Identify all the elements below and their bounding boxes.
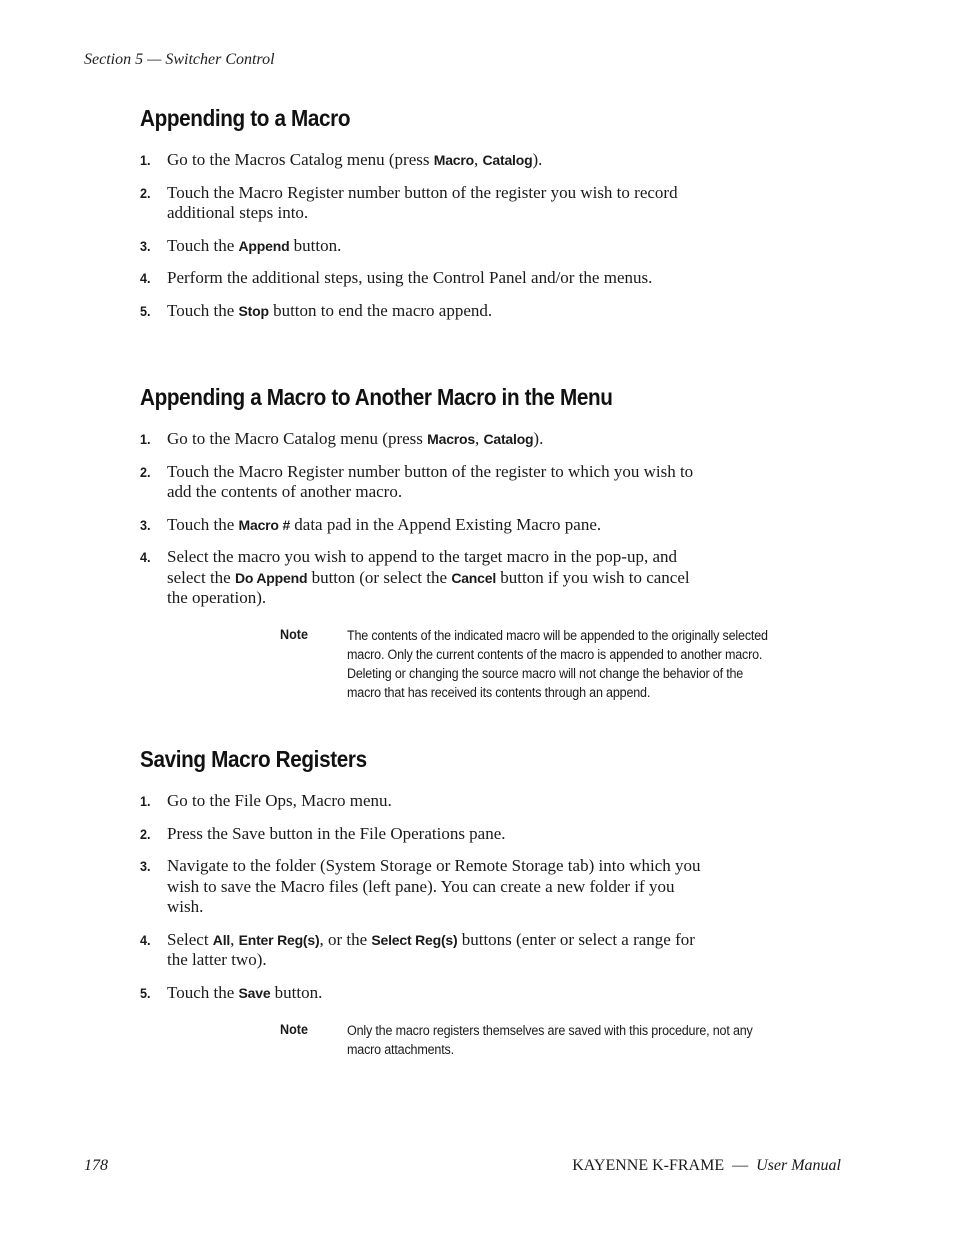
step-text: Touch the Macro Register number button of the register you wish to record additional steps into. (167, 182, 678, 222)
step-item (0, 429, 702, 450)
step-number: 2. (140, 825, 151, 842)
section-appending-to-macro (140, 105, 840, 333)
step-text: Go to the File Ops, Macro menu. (167, 791, 392, 810)
step-item (0, 856, 702, 918)
step-item (0, 515, 702, 536)
step-number: 4. (140, 931, 151, 948)
ui-button-reference: Macro (433, 152, 474, 168)
step-text: Select (167, 929, 213, 949)
note-save (280, 1021, 840, 1059)
step-item (0, 983, 702, 1004)
page-number: 178 (84, 1157, 108, 1174)
step-number: 1. (140, 152, 151, 168)
section-heading: Appending a Macro to Another Macro in the Menu (140, 384, 613, 410)
step-text: , (474, 150, 483, 169)
step-text: Select the macro you wish to append to the target macro in the pop-up, and select the (167, 547, 678, 587)
step-number: 5. (140, 984, 151, 1001)
step-text: , (230, 929, 239, 949)
step-text: buttons (enter or select a range for the latter two). (167, 929, 695, 969)
running-head: Section 5 — Switcher Control (84, 51, 275, 68)
step-text: Touch the (167, 982, 239, 1002)
step-text: Press the Save button in the File Operations pane. (167, 823, 506, 843)
step-text: ). (533, 429, 544, 448)
step-text: button (or select the (307, 567, 452, 587)
step-number: 1. (140, 431, 151, 447)
section-saving-macro-registers (140, 746, 840, 1015)
step-text: ). (532, 150, 543, 169)
ui-button-reference: Cancel (451, 569, 497, 586)
step-text: , or the (319, 929, 372, 949)
step-number: 3. (140, 516, 151, 533)
step-number: 3. (140, 858, 151, 874)
ui-button-reference: Macros (427, 431, 475, 447)
step-item (0, 930, 702, 971)
step-text: Navigate to the folder (System Storage or Remote Storage tab) into which you wish to save the Macro files (left pane). You can create a new folder if you wish. (167, 856, 701, 916)
step-item (0, 824, 702, 845)
ui-button-reference: Select Reg(s) (371, 931, 458, 948)
step-number: 4. (140, 270, 151, 286)
step-number: 2. (140, 184, 151, 201)
step-text: Touch the (167, 514, 239, 534)
step-text: button. (270, 982, 323, 1002)
footer-separator: — (732, 1157, 749, 1174)
step-text: Perform the additional steps, using the Control Panel and/or the menus. (167, 268, 653, 287)
note-text: Only the macro registers themselves are saved with this procedure, not any macro attachments. (347, 1023, 753, 1057)
step-text: data pad in the Append Existing Macro pane. (290, 514, 602, 534)
footer-title (572, 1157, 841, 1175)
step-text: Touch the Macro Register number button of the register to which you wish to add the contents of another macro. (167, 461, 694, 501)
step-text: button if you wish to cancel the operation). (167, 567, 690, 607)
step-item (0, 236, 702, 257)
note-text: The contents of the indicated macro will be appended to the originally selected macro. Only the current contents of the macro is appended to another macro. Deleting or changing the source macro will not change the behavior of the macro that has received its contents through an append. (347, 628, 768, 700)
step-text: Touch the (167, 235, 239, 255)
step-number: 5. (140, 302, 151, 319)
ui-button-reference: Catalog (483, 431, 534, 447)
step-list (0, 791, 840, 1003)
ui-button-reference: Catalog (482, 152, 533, 168)
note-append (280, 626, 840, 702)
ui-button-reference: Enter Reg(s) (238, 931, 320, 948)
step-list (0, 150, 840, 321)
step-item (0, 301, 702, 322)
step-item (0, 462, 702, 503)
step-text: Go to the Macros Catalog menu (press (167, 150, 434, 169)
ui-button-reference: Do Append (234, 569, 308, 586)
step-item (0, 150, 702, 171)
footer-product: KAYENNE K-FRAME (572, 1157, 725, 1174)
note-label: Note (280, 1021, 309, 1037)
section-appending-macro-to-another (140, 384, 840, 621)
step-text: , (474, 429, 484, 448)
step-item (0, 268, 702, 289)
step-number: 3. (140, 237, 151, 254)
ui-button-reference: Macro # (238, 516, 291, 533)
note-label: Note (280, 626, 309, 642)
step-list (0, 429, 840, 609)
ui-button-reference: All (212, 931, 231, 948)
step-text: Go to the Macro Catalog menu (press (167, 429, 428, 448)
step-item (0, 183, 702, 224)
footer-manual: User Manual (756, 1157, 841, 1174)
step-number: 1. (140, 793, 151, 809)
step-item (0, 791, 702, 812)
step-number: 4. (140, 549, 151, 565)
step-text: Touch the (167, 300, 239, 320)
section-heading: Saving Macro Registers (140, 746, 367, 772)
step-item (0, 547, 702, 609)
section-heading: Appending to a Macro (140, 105, 351, 131)
ui-button-reference: Append (238, 237, 290, 254)
ui-button-reference: Stop (238, 302, 269, 319)
step-text: button to end the macro append. (268, 300, 493, 320)
step-text: button. (289, 235, 342, 255)
ui-button-reference: Save (238, 984, 271, 1001)
step-number: 2. (140, 463, 151, 480)
